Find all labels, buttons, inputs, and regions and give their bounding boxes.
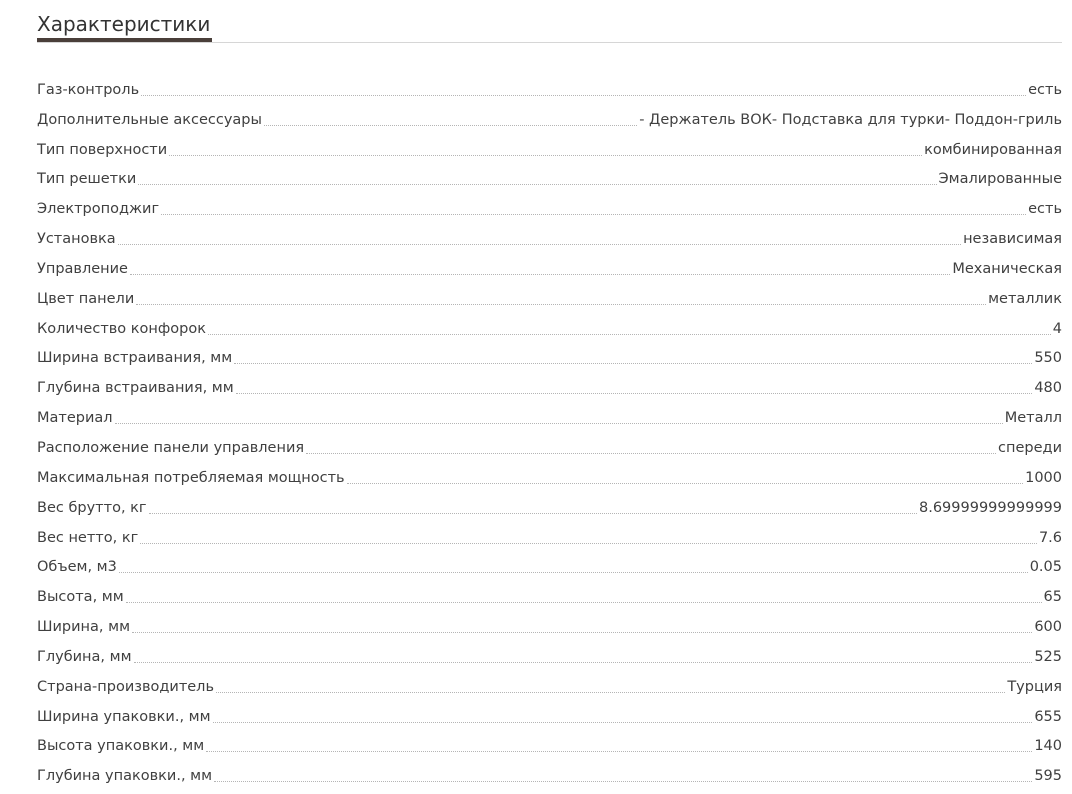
spec-value: Турция — [1007, 678, 1062, 695]
dotted-leader — [236, 392, 1033, 394]
dotted-leader — [206, 750, 1032, 752]
spec-label: Глубина, мм — [37, 648, 132, 665]
spec-label: Ширина встраивания, мм — [37, 350, 233, 367]
spec-row — [37, 457, 1062, 487]
spec-label: Вес брутто, кг — [37, 499, 147, 516]
dotted-leader — [213, 721, 1033, 723]
spec-label: Количество конфорок — [37, 320, 207, 337]
spec-value: Металл — [1004, 410, 1062, 427]
spec-row — [37, 696, 1062, 726]
spec-value: 595 — [1034, 768, 1062, 785]
dotted-leader — [118, 243, 961, 245]
spec-row — [37, 308, 1062, 338]
dotted-leader — [347, 482, 1023, 484]
spec-label: Ширина, мм — [37, 619, 131, 636]
spec-label: Глубина встраивания, мм — [37, 380, 234, 397]
spec-value: 65 — [1043, 589, 1062, 606]
spec-row — [37, 397, 1062, 427]
spec-label: Электроподжиг — [37, 201, 160, 218]
spec-value: 655 — [1034, 708, 1062, 725]
spec-label: Тип решетки — [37, 171, 137, 188]
spec-value: 600 — [1034, 619, 1062, 636]
spec-label: Управление — [37, 260, 128, 277]
spec-value: Механическая — [952, 260, 1062, 277]
spec-value: комбинированная — [924, 141, 1062, 158]
spec-label: Установка — [37, 231, 116, 248]
dotted-leader — [208, 333, 1051, 335]
dotted-leader — [119, 571, 1028, 573]
spec-row — [37, 159, 1062, 189]
spec-value: 525 — [1034, 648, 1062, 665]
dotted-leader — [234, 362, 1032, 364]
dotted-leader — [161, 213, 1026, 215]
spec-value: 1000 — [1025, 469, 1062, 486]
spec-row — [37, 69, 1062, 99]
spec-label: Высота, мм — [37, 589, 124, 606]
spec-row — [37, 487, 1062, 517]
spec-value: 480 — [1034, 380, 1062, 397]
spec-row — [37, 338, 1062, 368]
spec-row — [37, 755, 1062, 785]
spec-value: - Держатель ВОК- Подставка для турки- Поддон-гриль — [639, 111, 1062, 128]
spec-value: независимая — [963, 231, 1062, 248]
spec-row — [37, 517, 1062, 547]
spec-row — [37, 666, 1062, 696]
dotted-leader — [216, 691, 1005, 693]
spec-label: Вес нетто, кг — [37, 529, 139, 546]
spec-row — [37, 576, 1062, 606]
section-title: Характеристики — [37, 12, 211, 36]
dotted-leader — [141, 94, 1026, 96]
spec-row — [37, 606, 1062, 636]
spec-label: Материал — [37, 410, 113, 427]
spec-row — [37, 427, 1062, 457]
spec-value: есть — [1028, 81, 1062, 98]
spec-value: спереди — [998, 439, 1062, 456]
spec-value: 8.69999999999999 — [919, 499, 1062, 516]
dotted-leader — [140, 542, 1037, 544]
spec-value: Эмалированные — [938, 171, 1062, 188]
dotted-leader — [306, 452, 996, 454]
dotted-leader — [136, 303, 986, 305]
spec-value: 550 — [1034, 350, 1062, 367]
spec-value: есть — [1028, 201, 1062, 218]
dotted-leader — [149, 512, 917, 514]
spec-row — [37, 547, 1062, 577]
spec-label: Цвет панели — [37, 290, 135, 307]
spec-row — [37, 367, 1062, 397]
dotted-leader — [115, 422, 1003, 424]
spec-row — [37, 99, 1062, 129]
spec-value: 0.05 — [1029, 559, 1062, 576]
spec-label: Страна-производитель — [37, 678, 214, 695]
spec-label: Максимальная потребляемая мощность — [37, 469, 345, 486]
spec-label: Объем, м3 — [37, 559, 117, 576]
dotted-leader — [134, 661, 1033, 663]
spec-label: Тип поверхности — [37, 141, 168, 158]
spec-row — [37, 188, 1062, 218]
spec-row — [37, 218, 1062, 248]
spec-label: Газ-контроль — [37, 81, 140, 98]
dotted-leader — [214, 780, 1032, 782]
section-header — [37, 0, 1062, 43]
title-underline — [37, 38, 212, 42]
spec-value: 140 — [1034, 738, 1062, 755]
spec-label: Дополнительные аксессуары — [37, 111, 262, 128]
spec-value: 4 — [1052, 320, 1062, 337]
dotted-leader — [132, 631, 1032, 633]
spec-label: Расположение панели управления — [37, 439, 305, 456]
dotted-leader — [130, 273, 950, 275]
dotted-leader — [138, 183, 936, 185]
spec-row — [37, 636, 1062, 666]
spec-label: Ширина упаковки., мм — [37, 708, 211, 725]
dotted-leader — [169, 154, 922, 156]
spec-row — [37, 129, 1062, 159]
spec-label: Глубина упаковки., мм — [37, 768, 213, 785]
specifications-list — [37, 69, 1062, 785]
spec-value: металлик — [988, 290, 1062, 307]
spec-value: 7.6 — [1038, 529, 1062, 546]
spec-row — [37, 278, 1062, 308]
dotted-leader — [264, 124, 637, 126]
spec-row — [37, 726, 1062, 756]
spec-row — [37, 248, 1062, 278]
dotted-leader — [126, 601, 1042, 603]
spec-label: Высота упаковки., мм — [37, 738, 205, 755]
